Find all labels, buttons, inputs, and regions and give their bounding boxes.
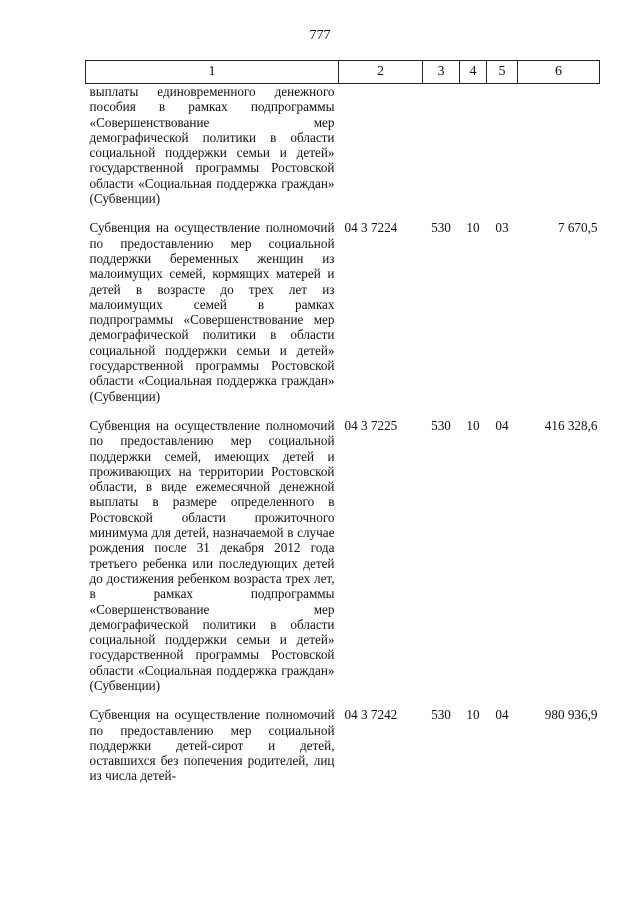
row-target-code: 04 3 7242 xyxy=(344,707,398,723)
row-section: 10 xyxy=(466,707,480,723)
row-section: 10 xyxy=(466,417,480,433)
row-amount: 416 328,6 xyxy=(544,417,598,433)
column-header-1: 1 xyxy=(86,61,339,84)
row-subsection: 04 xyxy=(495,417,509,433)
table-row xyxy=(86,212,600,410)
row-description: Субвенция на осуществление полномочий по предоставлению мер социальной поддержки семей, имеющих детей и проживающих на территории Ростовской области, в виде ежемесячной денежной выплаты в размере определенного в Ростовской области прожиточного минимума для детей, назначаемой в случае рождения после 31 декабря 2012 года третьего ребенка или последующих детей до достижения ребенком возраста трех лет, в рамках подпрограммы «Совершенствование мер демографической политики в области социальной поддержки семьи и детей» государственной программы Ростовской области «Социальная поддержка граждан» (Субвенции) xyxy=(89,417,335,693)
row-section xyxy=(460,84,487,213)
row-target-code: 04 3 7224 xyxy=(344,220,398,236)
row-subsection xyxy=(487,84,518,213)
row-target-code xyxy=(339,84,423,213)
table-row xyxy=(86,84,600,213)
table-row xyxy=(86,410,600,699)
row-section: 10 xyxy=(466,220,480,236)
column-header-3: 3 xyxy=(423,61,460,84)
column-header-4: 4 xyxy=(460,61,487,84)
row-expense-type: 530 xyxy=(431,220,451,236)
page-number: 777 xyxy=(309,28,331,43)
budget-table xyxy=(85,60,600,790)
row-expense-type xyxy=(423,84,460,213)
row-subsection: 03 xyxy=(495,220,509,236)
column-header-6: 6 xyxy=(518,61,600,84)
row-amount: 980 936,9 xyxy=(544,707,598,723)
table-row xyxy=(86,699,600,789)
row-description: Субвенция на осуществление полномочий по предоставлению мер социальной поддержки беременных женщин из малоимущих семей, кормящих матерей и детей в возрасте до трех лет из малоимущих семей в рамках подпрограммы «Совершенствование мер демографической политики в области социальной поддержки семьи и детей» государственной программы Ростовской области «Социальная поддержка граждан» (Субвенции) xyxy=(89,220,335,404)
row-description: Субвенция на осуществление полномочий по предоставлению мер социальной поддержки детей-сирот и детей, оставшихся без попечения родителей, лиц из числа детей- xyxy=(89,707,335,784)
row-expense-type: 530 xyxy=(431,417,451,433)
row-subsection: 04 xyxy=(495,707,509,723)
column-header-2: 2 xyxy=(339,61,423,84)
row-amount xyxy=(518,84,600,213)
row-amount: 7 670,5 xyxy=(557,220,598,236)
table-header-row xyxy=(86,61,600,84)
row-description: выплаты единовременного денежного пособия в рамках подпрограммы «Совершенствование мер демографической политики в области социальной поддержки семьи и детей» государственной программы Ростовской области «Социальная поддержка граждан» (Субвенции) xyxy=(89,84,335,207)
row-target-code: 04 3 7225 xyxy=(344,417,398,433)
column-header-5: 5 xyxy=(487,61,518,84)
row-expense-type: 530 xyxy=(431,707,451,723)
